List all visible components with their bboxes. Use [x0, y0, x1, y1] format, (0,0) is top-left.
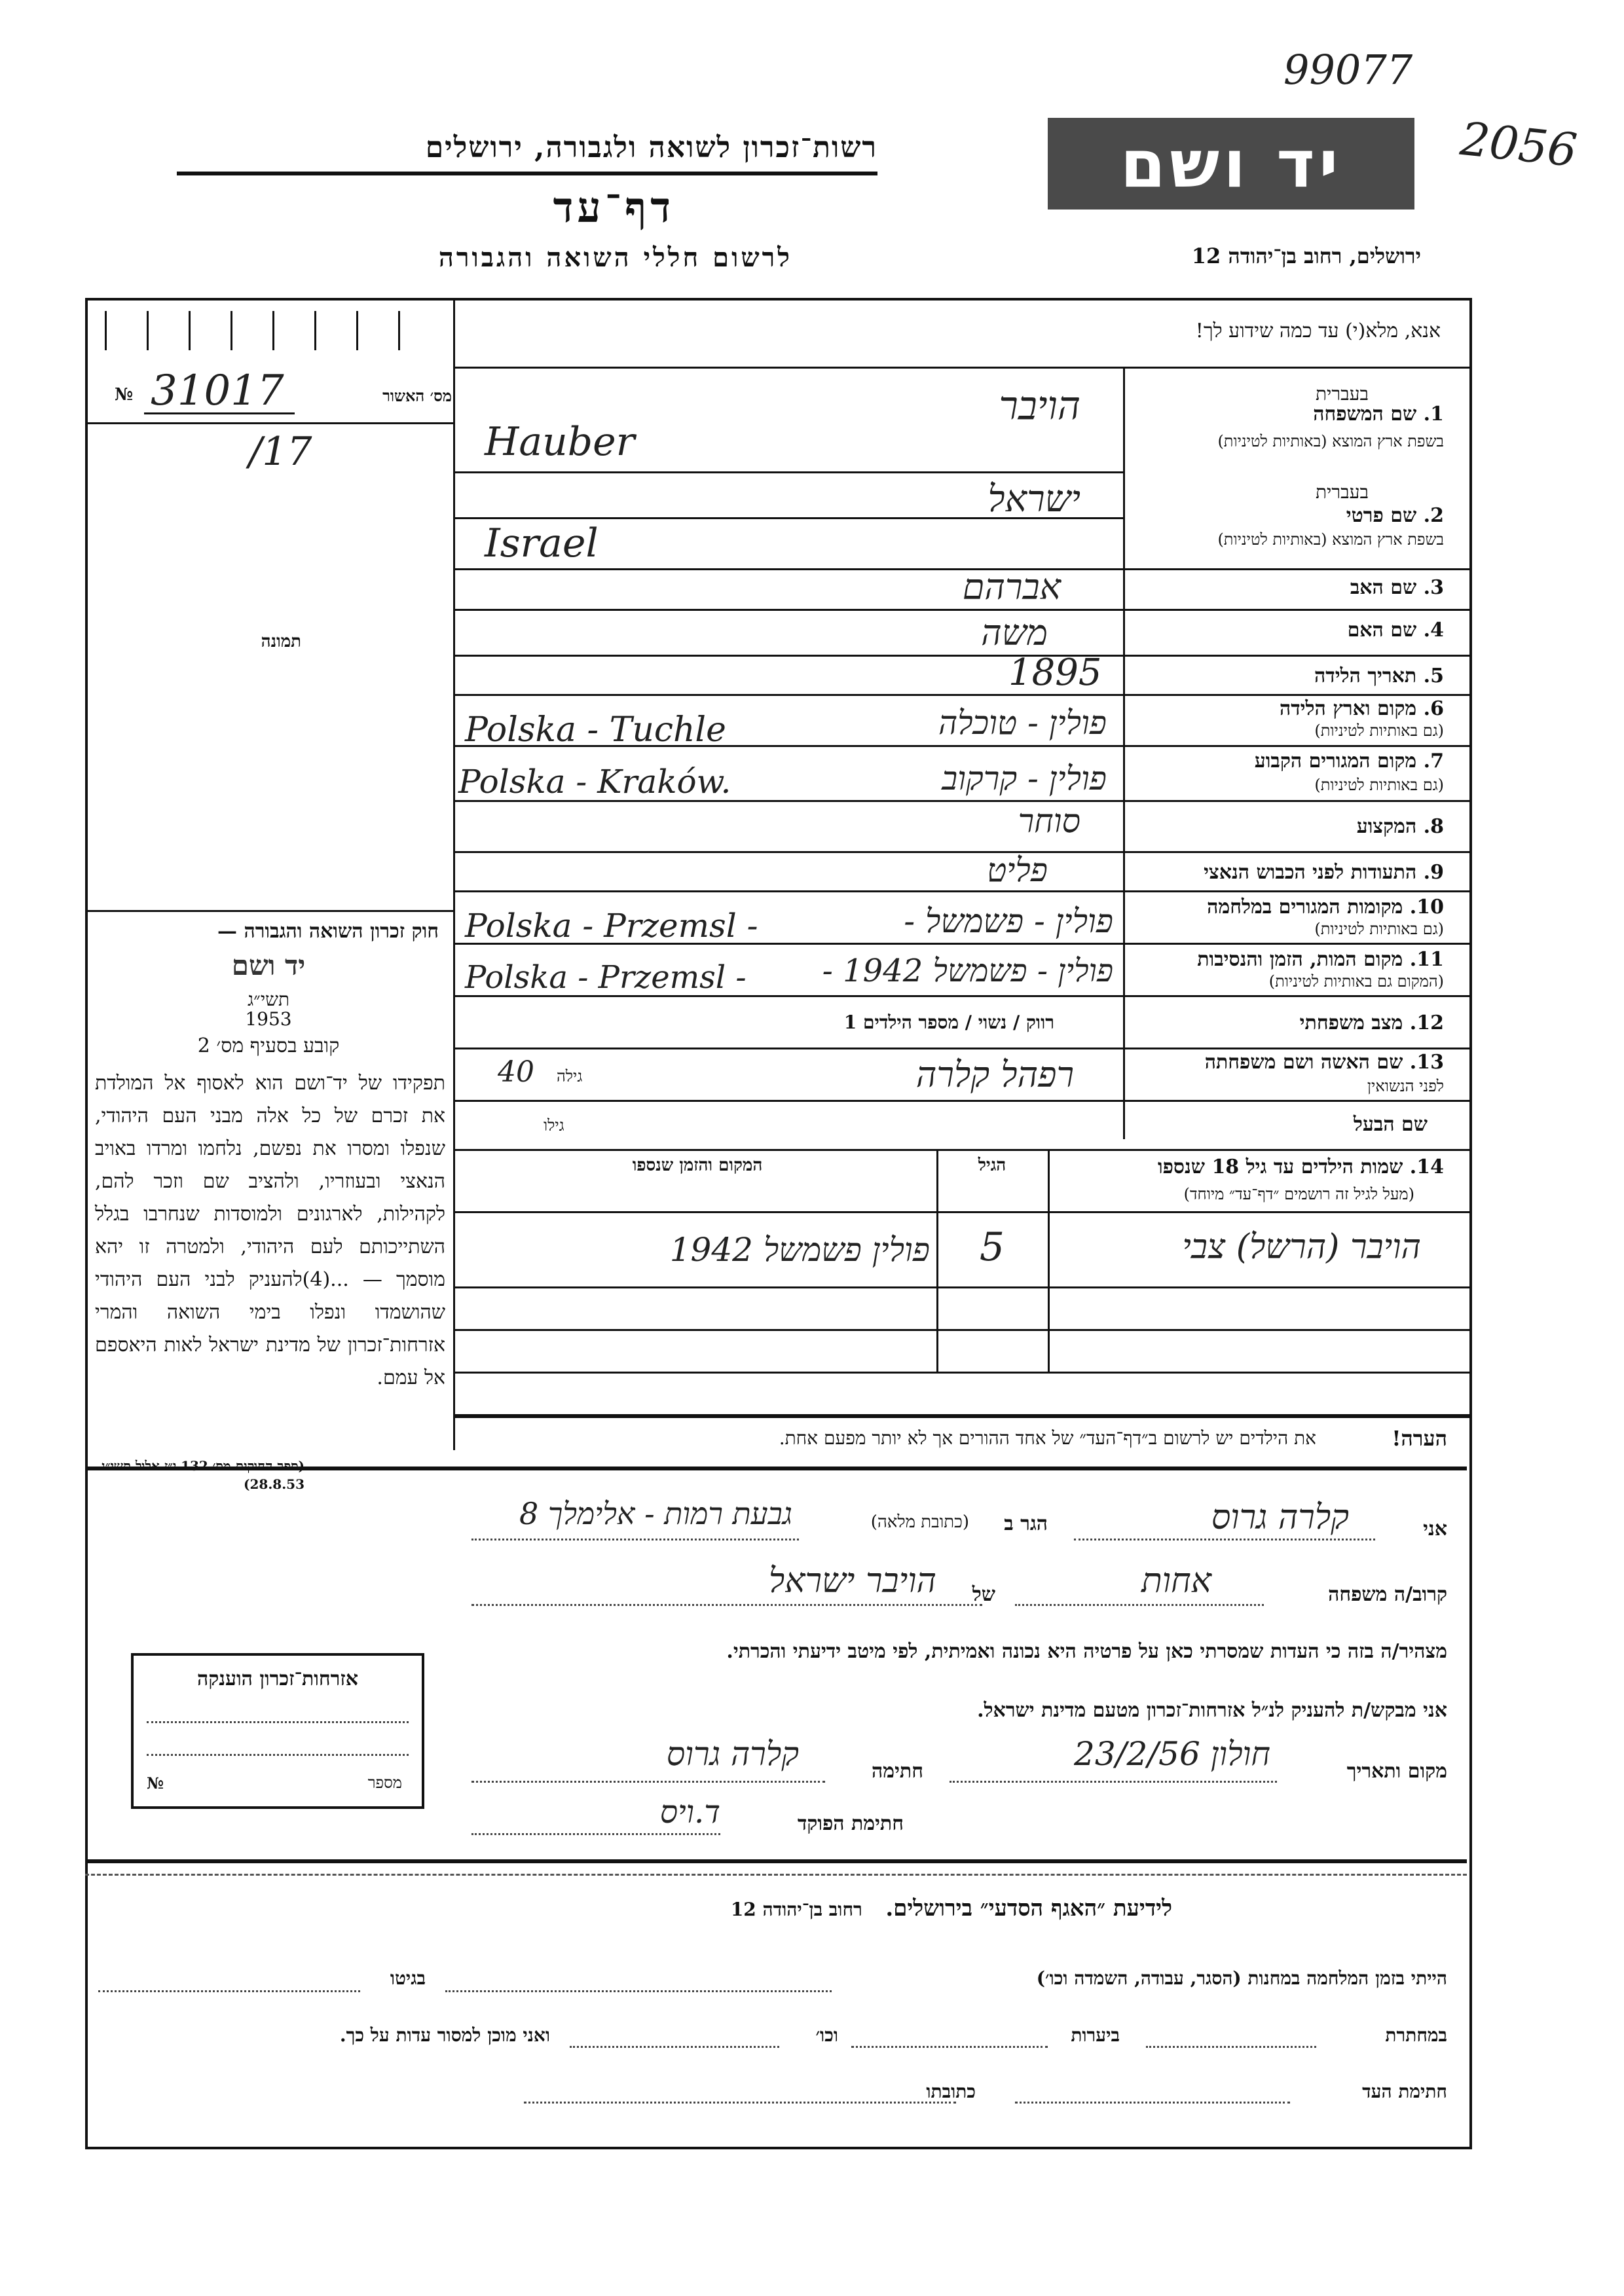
field-11-sub: (המקום גם באותיות לטיניות)	[1268, 972, 1444, 991]
row-line	[453, 655, 1469, 657]
field-13-num: 13.	[1409, 1051, 1444, 1074]
left-column-divider	[453, 298, 455, 1450]
note-text: את הילדים יש לרשום ב״דף־העד״ של אחד ההורים אך לא יותר מפעם אחת.	[779, 1427, 1316, 1449]
decl-name: קלרה גרוס	[1211, 1498, 1349, 1537]
field-6-label	[1280, 697, 1444, 720]
field-2-hebrew-tag: בעברית	[1315, 481, 1369, 503]
field-8-value: סוחר	[1018, 802, 1080, 840]
decl-signature-line	[471, 1781, 825, 1783]
field-1-name: שם המשפחה	[1313, 403, 1417, 426]
decl-signature: קלרה גרוס	[666, 1735, 799, 1773]
field-1-hebrew-tag: בעברית	[1315, 383, 1369, 405]
field-12-name: מצב משפחתי	[1299, 1011, 1403, 1034]
field-9-num: 9.	[1423, 861, 1444, 884]
citizenship-number-prefix: №	[147, 1774, 164, 1793]
row-line	[453, 1048, 1469, 1049]
footer-underground-blank	[1146, 2046, 1316, 2048]
child-name: הויבר (הרשל) צבי	[1182, 1228, 1421, 1267]
approval-label: מס׳ האשור	[382, 386, 452, 405]
note-label: הערה!	[1392, 1426, 1447, 1451]
decl-request: אני מבקש/ת להעניק לנ״ל אזרחות־זכרון מטעם מדינת ישראל.	[977, 1699, 1447, 1722]
field-10-value-latin: Polska - Przemsl -	[465, 907, 758, 945]
field-2-value-latin: Israel	[485, 520, 599, 566]
children-row-line	[453, 1329, 1469, 1331]
children-num: 14.	[1409, 1156, 1444, 1178]
field-10-value-hebrew: פולין - פשמשל -	[904, 902, 1113, 940]
decl-name-line	[1074, 1539, 1375, 1540]
field-9-label	[1204, 861, 1444, 884]
decl-address-label: (כתובת מלאה)	[870, 1512, 969, 1532]
field-7-num: 7.	[1423, 750, 1444, 773]
field-5-value: 1895	[1008, 651, 1102, 694]
field-13-value: רפהל קלרה	[915, 1054, 1074, 1095]
field-1-label	[1313, 403, 1444, 426]
field-8-num: 8.	[1423, 815, 1444, 838]
citizenship-number-label: מספר	[367, 1774, 402, 1792]
decl-relative-line	[471, 1604, 982, 1606]
field-4-num: 4.	[1423, 619, 1444, 642]
approval-prefix: №	[115, 385, 134, 405]
decl-relation-line	[1015, 1604, 1264, 1606]
decl-of: של	[972, 1583, 995, 1606]
field-13-name: שם האשה ושם משפחתה	[1204, 1051, 1403, 1074]
row-line	[453, 890, 1469, 892]
field-11-num: 11.	[1409, 948, 1444, 971]
form-title: דף־עד	[553, 183, 674, 232]
page-number: 2056	[1458, 111, 1579, 178]
footer-ghetto: בגיטו	[390, 1967, 426, 1989]
field-10-num: 10.	[1409, 896, 1444, 919]
field-11-value-hebrew: פולין - פשמשל 1942 -	[822, 953, 1113, 989]
children-label	[1158, 1156, 1444, 1178]
footer-etc-blank	[570, 2046, 779, 2048]
children-place-header: המקום והזמן שנספו	[632, 1156, 763, 1175]
citizenship-box	[131, 1653, 424, 1809]
label-column-divider	[1123, 367, 1125, 1139]
decl-i-am: אני	[1423, 1518, 1447, 1540]
husband-age-label: גילו	[544, 1116, 564, 1135]
decl-officer-label: חתימת הפוקד	[797, 1812, 904, 1835]
field-5-label	[1314, 665, 1444, 687]
decl-relation-label: קרוב/ה משפחה	[1328, 1583, 1447, 1606]
field-10-label	[1207, 896, 1444, 919]
field-2-value-hebrew: ישראל	[987, 478, 1080, 520]
field-3-value: אברהם	[962, 566, 1061, 608]
row-line	[453, 568, 1469, 570]
field-5-num: 5.	[1423, 665, 1444, 687]
decl-statement: מצהיר/ה בזה כי העדות שמסרתי כאן על פרטיה היא נכונה ואמיתית, לפי מיטב ידיעתי והכרתי.	[726, 1640, 1447, 1663]
law-year-hebrew: תשי״ג	[247, 989, 290, 1010]
footer-underground: במחתרת	[1385, 2024, 1447, 2046]
child-age: 5	[979, 1224, 1005, 1270]
field-6-sub: (גם באותיות לטיניות)	[1314, 721, 1444, 740]
footer-top-line	[85, 1859, 1467, 1863]
field-3-num: 3.	[1423, 576, 1444, 599]
field-12-value: רווק / נשוי / מספר הילדים 1	[843, 1011, 1054, 1033]
field-1-value-hebrew: הויבר	[999, 383, 1080, 429]
logo-text: יד ושם	[1120, 125, 1342, 202]
footer-forests-blank	[851, 2046, 1048, 2048]
law-source: (ספר החוקים מס׳ 132 י״ז אלול תשי״ג 28.8.53)	[101, 1458, 304, 1492]
footer-title	[731, 1895, 1172, 1922]
law-text: תפקידו של יד־ושם הוא לאסוף אל המולדת את זכרם של כל אלה מבני העם היהודי, שנפלו ומסרו את נפשם, נלחמו ומרדו באויב הנאצי ובעוזריו, ולהציב שם וזכר להם, לקהילות, לארגונים ולמוסדות שנחרבו בגלל השתייכותם לעם היהודי, ולמטרה זו יהא מוסמך — ...(4)להעניק לבני העם היהודי שהושמדו ונפלו בימי השואה והמרי אזרחות־זכרון של מדינת ישראל לאות היאספם אל עמם.	[95, 1072, 446, 1389]
decl-residing: הגר ב	[1004, 1512, 1048, 1535]
children-title: שמות הילדים עד גיל 18 שנספו	[1157, 1156, 1403, 1178]
field-7-value-hebrew: פולין - קרקוב	[942, 759, 1107, 797]
child-place: פולין פשמשל 1942	[669, 1231, 930, 1269]
field-11-value-latin: Polska - Przemsl -	[465, 959, 747, 996]
children-row-line	[453, 1372, 1469, 1374]
row-line	[453, 1149, 1469, 1151]
decl-address: גבעת רמות - אלימלך 8	[519, 1496, 792, 1531]
note-bottom-line	[85, 1467, 1467, 1470]
archive-number: 99077	[1283, 46, 1413, 94]
institution-title: רשות־זכרון לשואה ולגבורה, ירושלים	[425, 131, 877, 164]
law-year: 1953	[245, 1008, 292, 1030]
field-11-label	[1197, 948, 1444, 971]
footer-address: רחוב בן־יהודה 12	[730, 1899, 862, 1920]
citizenship-title: אזרחות־זכרון הוענקה	[196, 1667, 359, 1690]
decl-place-date-label: מקום ותאריך	[1346, 1760, 1447, 1783]
citizenship-line-2	[147, 1754, 409, 1756]
approval-number: 31017	[151, 367, 284, 415]
tick-marks	[105, 311, 439, 350]
header-underline	[177, 172, 877, 175]
footer-witness-address-blank	[524, 2102, 956, 2104]
field-12-label	[1300, 1011, 1444, 1034]
field-9-value: פליט	[987, 851, 1048, 889]
field-6-num: 6.	[1423, 697, 1444, 720]
field-4-value: משה	[981, 612, 1048, 653]
footer-line2b: ואני מוכן למסור עדות על כך.	[339, 2024, 550, 2046]
field-7-sub: (גם באותיות לטיניות)	[1314, 776, 1444, 794]
note-top-line	[453, 1414, 1469, 1418]
field-3-label	[1350, 576, 1444, 599]
yad-vashem-logo	[1048, 118, 1414, 210]
field-13-age-label: גילה	[557, 1067, 583, 1085]
address-header: ירושלים, רחוב בן־יהודה 12	[1191, 244, 1421, 268]
field-2-sub: בשפת ארץ המוצא (באותיות לטיניות)	[1217, 530, 1444, 549]
approval-suffix: /17	[249, 429, 312, 475]
children-header-line	[453, 1211, 1469, 1213]
law-logo: יד ושם	[231, 949, 306, 981]
field-13-label	[1205, 1051, 1444, 1074]
husband-label: שם הבעל	[1353, 1113, 1428, 1136]
field-7-value-latin: Polska - Kraków.	[458, 763, 731, 801]
decl-address-line	[471, 1539, 799, 1540]
field-4-name: שם האם	[1347, 619, 1417, 642]
instruction-line	[453, 367, 1469, 369]
footer-line1: הייתי בזמן המלחמה במחנות (הסגר, עבודה, השמדה וכו׳)	[1036, 1967, 1447, 1989]
approval-underline	[144, 412, 295, 414]
approval-row-line	[85, 422, 453, 424]
field-2-num: 2.	[1423, 504, 1444, 527]
field-7-label	[1255, 750, 1444, 773]
field-1-value-latin: Hauber	[485, 419, 635, 465]
footer-ghetto-blank	[98, 1990, 360, 1992]
field-13-sub: לפני הנשואין	[1367, 1077, 1444, 1095]
field-6-name: מקום וארץ הלידה	[1279, 697, 1417, 720]
instruction-text: אנא, מלא(י) עד כמה שידוע לך!	[1195, 319, 1441, 342]
footer-etc: וכו׳	[815, 2024, 838, 2046]
field-2-label	[1346, 504, 1444, 527]
footer-witness-address: כתובתו	[926, 2081, 976, 2102]
field-7-name: מקום המגורים הקבוע	[1254, 750, 1417, 773]
row-line	[453, 851, 1469, 853]
field-12-num: 12.	[1409, 1011, 1444, 1034]
decl-relative: הויבר ישראל	[768, 1561, 936, 1601]
form-purpose: לרשום חללי השואה והגבורה	[438, 242, 792, 273]
row-line	[453, 1100, 1469, 1102]
field-1-sub: בשפת ארץ המוצא (באותיות לטיניות)	[1217, 432, 1444, 450]
footer-title-text: לידיעת ״האגף הסדעי״ בירושלים.	[885, 1895, 1172, 1922]
field-8-label	[1357, 815, 1444, 838]
decl-officer-signature: ד.ויס	[659, 1794, 720, 1831]
footer-line1-blank	[445, 1990, 832, 1992]
children-age-header: הגיל	[978, 1156, 1006, 1175]
decl-place-date-line	[950, 1781, 1277, 1783]
field-6-value-hebrew: פולין - טוכלה	[938, 704, 1107, 742]
children-row-line	[453, 1286, 1469, 1288]
field-3-name: שם האב	[1350, 576, 1417, 599]
row-line	[453, 471, 1123, 473]
field-13-age-value: 40	[498, 1055, 534, 1089]
field-6-value-latin: Polska - Tuchle	[465, 710, 726, 750]
row-line	[453, 694, 1469, 696]
children-col-divider-1	[1048, 1149, 1050, 1372]
photo-label: תמונה	[261, 632, 301, 651]
citizenship-line-1	[147, 1721, 409, 1723]
field-2-name: שם פרטי	[1346, 504, 1417, 527]
footer-witness-sig-blank	[1015, 2102, 1290, 2104]
decl-relation: אחות	[1141, 1561, 1211, 1601]
footer-dash-line	[85, 1874, 1467, 1876]
field-4-label	[1348, 619, 1444, 642]
field-10-sub: (גם באותיות לטיניות)	[1314, 920, 1444, 938]
children-sub: (מעל לגיל זה רושמים ״דף־עד״ מיוחד)	[1183, 1185, 1414, 1203]
footer-forests: ביערות	[1071, 2024, 1120, 2046]
law-clause: קובע בסעיף מס׳ 2	[197, 1034, 340, 1057]
field-8-name: המקצוע	[1356, 815, 1417, 838]
field-11-name: מקום המות, הזמן והנסיבות	[1197, 948, 1403, 971]
row-line	[453, 609, 1469, 611]
decl-signature-label: חתימה	[872, 1760, 923, 1783]
field-10-name: מקומות המגורים במלחמה	[1207, 896, 1403, 919]
law-title: חוק זכרון השואה והגבורה —	[217, 920, 439, 943]
field-9-name: התעודות לפני הכבוש הנאצי	[1204, 861, 1417, 884]
photo-box-bottom	[85, 910, 453, 912]
field-1-num: 1.	[1423, 403, 1444, 426]
decl-officer-line	[471, 1833, 720, 1835]
decl-place-date: חולון 23/2/56	[1074, 1735, 1270, 1773]
field-5-name: תאריך הלידה	[1314, 665, 1417, 687]
footer-witness-sig: חתימת העד	[1362, 2081, 1447, 2102]
